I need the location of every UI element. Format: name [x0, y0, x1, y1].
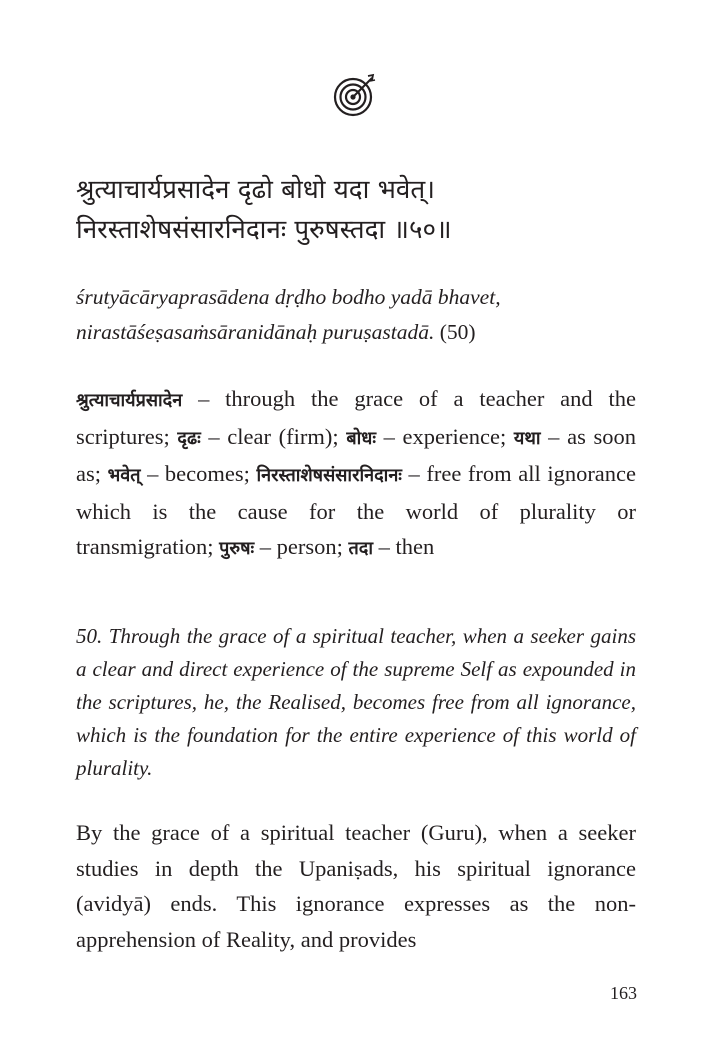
- verse-line-2: निरस्ताशेषसंसारनिदानः पुरुषस्तदा ॥५०॥: [76, 215, 452, 245]
- gloss-word: दृढः: [177, 427, 201, 449]
- gloss-word: बोधः: [346, 427, 376, 449]
- commentary-paragraph: By the grace of a spiritual teacher (Guru), when a seeker studies in depth the Upaniṣads, his spiritual ignorance (avidyā) ends. This ignorance expresses as the non-apprehension of Reality, and provides: [76, 820, 636, 952]
- gloss-meaning: – then: [373, 534, 435, 560]
- gloss-word: निरस्ताशेषसंसारनिदानः: [256, 465, 402, 487]
- gloss-meaning: – experience;: [375, 423, 514, 449]
- page-number: 163: [610, 983, 637, 1003]
- verse-line-1: श्रुत्याचार्यप्रसादेन दृढो बोधो यदा भवेत्।: [76, 175, 435, 205]
- verse-translation: 50. Through the grace of a spiritual teacher, when a seeker gains a clear and direct experience of the supreme Self as expounded in the scriptures, he, the Realised, becomes free from all ignorance, which is the foundation for the entire experience of this world of plurality.: [76, 624, 636, 780]
- gloss-word: यथा: [513, 427, 541, 449]
- target-arrow-icon: [332, 72, 378, 118]
- gloss-meaning: – free from all ignorance which is the cause for the world of plurality or transmigration;: [76, 461, 637, 560]
- gloss-word: भवेत्: [107, 465, 141, 487]
- gloss-meaning: – becomes;: [140, 461, 257, 487]
- gloss-meaning: – as soon as;: [76, 423, 636, 487]
- gloss-meaning: – through the grace of a teacher and the scriptures;: [76, 386, 636, 449]
- gloss-word: पुरुषः: [219, 538, 255, 560]
- transliteration: [76, 280, 656, 350]
- gloss-word: तदा: [348, 538, 373, 560]
- word-meanings: [76, 381, 636, 567]
- transliteration-line-2: nirastāśeṣasaṁsāranidānaḥ puruṣastadā.: [76, 320, 435, 344]
- sanskrit-verse: [76, 170, 656, 250]
- gloss-meaning: – person;: [254, 534, 349, 560]
- transliteration-line-1: śrutyācāryaprasādena dṛḍho bodho yadā bhavet,: [76, 285, 501, 309]
- gloss-word: श्रुत्याचार्यप्रसादेन: [76, 390, 183, 411]
- transliteration-line-2-wrap: [76, 315, 656, 350]
- gloss-meaning: – clear (firm);: [200, 423, 347, 449]
- verse-number: (50): [439, 320, 476, 344]
